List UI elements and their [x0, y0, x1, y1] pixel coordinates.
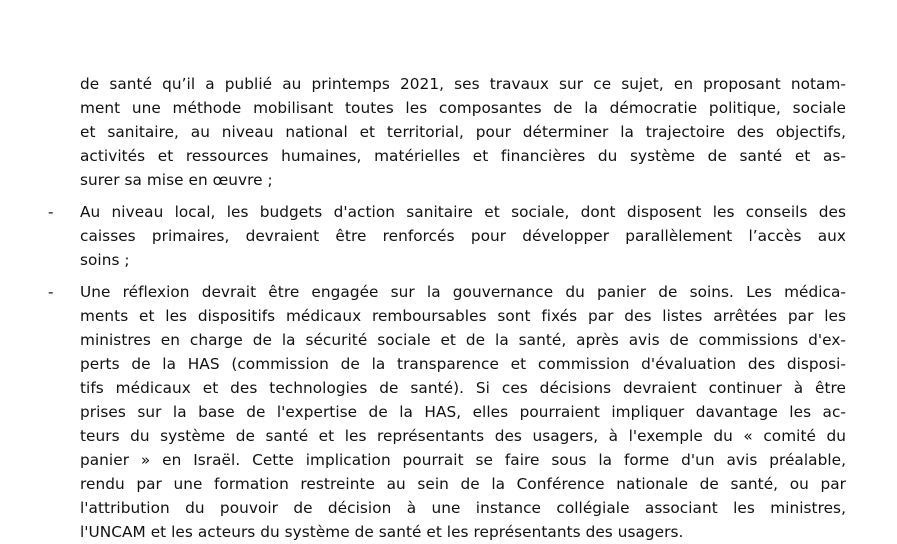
text-line: l'attribution du pouvoir de décision à une instance collégiale associant les ministres, [80, 499, 846, 517]
text-line: Au niveau local, les budgets d'action sanitaire et sociale, dont disposent les conseils des [80, 203, 846, 221]
text-line: teurs du système de santé et les représentants des usagers, à l'exemple du « comité du [80, 427, 846, 445]
text-line: ministres en charge de la sécurité sociale et de la santé, après avis de commissions d'ex- [80, 331, 846, 349]
text-line: ment une méthode mobilisant toutes les composantes de la démocratie politique, sociale [80, 99, 846, 117]
text-line: soins ; [80, 251, 130, 269]
bullet-dash: - [48, 203, 54, 221]
text-line: surer sa mise en œuvre ; [80, 171, 273, 189]
text-line: l'UNCAM et les acteurs du système de santé et les représentants des usagers. [80, 523, 684, 541]
text-line: de santé qu’il a publié au printemps 2021, ses travaux sur ce sujet, en proposant notam- [80, 75, 846, 93]
text-line: Une réflexion devrait être engagée sur la gouvernance du panier de soins. Les médica- [80, 283, 846, 301]
text-line: ments et les dispositifs médicaux remboursables sont fixés par des listes arrêtées par les [80, 307, 846, 325]
text-line: rendu par une formation restreinte au sein de la Conférence nationale de santé, ou par [80, 475, 846, 493]
text-line: panier » en Israël. Cette implication pourrait se faire sous la forme d'un avis préalable, [80, 451, 846, 469]
text-line: prises sur la base de l'expertise de la HAS, elles pourraient impliquer davantage les ac- [80, 403, 846, 421]
text-line: tifs médicaux et des technologies de santé). Si ces décisions devraient continuer à être [80, 379, 846, 397]
bullet-dash: - [48, 283, 54, 301]
text-line: perts de la HAS (commission de la transparence et commission d'évaluation des disposi- [80, 355, 846, 373]
text-line: activités et ressources humaines, matérielles et financières du système de santé et as- [80, 147, 846, 165]
text-line: et sanitaire, au niveau national et territorial, pour déterminer la trajectoire des objectifs, [80, 123, 846, 141]
text-line: caisses primaires, devraient être renforcés pour développer parallèlement l’accès aux [80, 227, 846, 245]
